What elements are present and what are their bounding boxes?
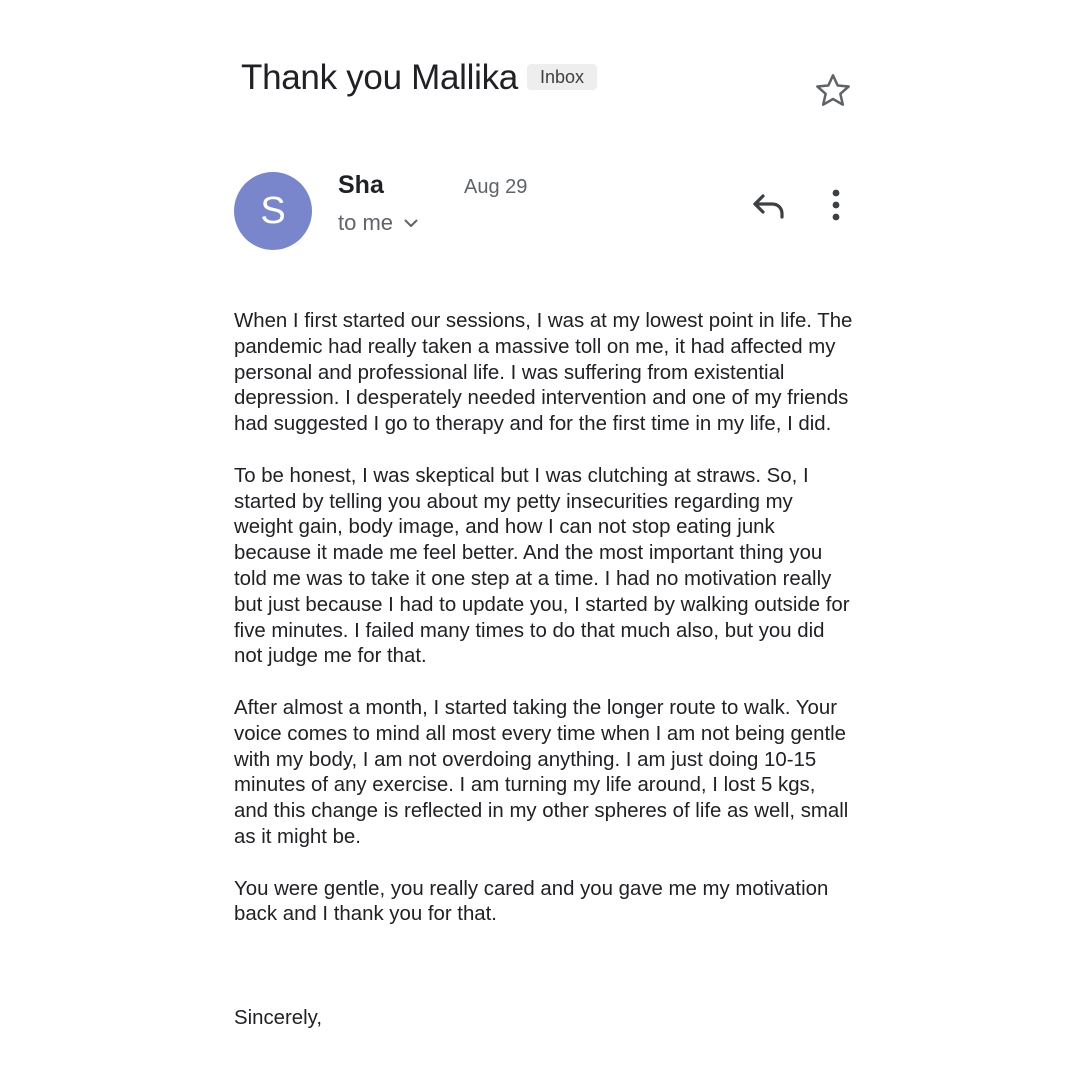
body-paragraph: After almost a month, I started taking the longer route to walk. Your voice comes to mind all most every time when I am not being gentle with my body, I am not overdoing anything. I am just doing 10-15 minutes of any exercise. I am turning my life around, I lost 5 kgs, and this change is reflected in my other spheres of life as well, small as it might be. [234,696,849,848]
message-date: Aug 29 [464,176,528,198]
more-options-button[interactable] [822,186,850,226]
more-vert-icon [822,186,850,226]
recipient-label: to me [338,210,394,235]
subject-row [241,56,597,100]
body-paragraph: To be honest, I was skeptical but I was clutching at straws. So, I started by telling you about my petty insecurities regarding my weight gain, body image, and how I can not stop eating junk because it made me feel better. And the most important thing you told me was to take it one step at a time. I had no motivation really but just because I had to update you, I started by walking outside for five minutes. I failed many times to do that much also, but you did not judge me for that. [234,464,850,668]
reply-icon [748,186,788,226]
star-icon[interactable] [813,71,853,111]
email-subject: Thank you Mallika [241,58,518,97]
reply-button[interactable] [748,186,788,226]
message-signoff: Sincerely, [234,1007,323,1029]
chevron-down-icon [403,215,419,231]
inbox-label-badge[interactable]: Inbox [527,64,597,90]
message-body [234,309,854,954]
sender-name[interactable]: Sha [338,171,384,199]
sender-avatar[interactable]: S [234,172,312,250]
recipient-details-toggle[interactable] [338,209,419,237]
body-paragraph: When I first started our sessions, I was at my lowest point in life. The pandemic had really taken a massive toll on me, it had affected my personal and professional life. I was suffering from existential depression. I desperately needed intervention and one of my friends had suggested I go to therapy and for the first time in my life, I did. [234,310,853,436]
body-paragraph: You were gentle, you really cared and you gave me my motivation back and I thank you for that. [234,877,829,926]
